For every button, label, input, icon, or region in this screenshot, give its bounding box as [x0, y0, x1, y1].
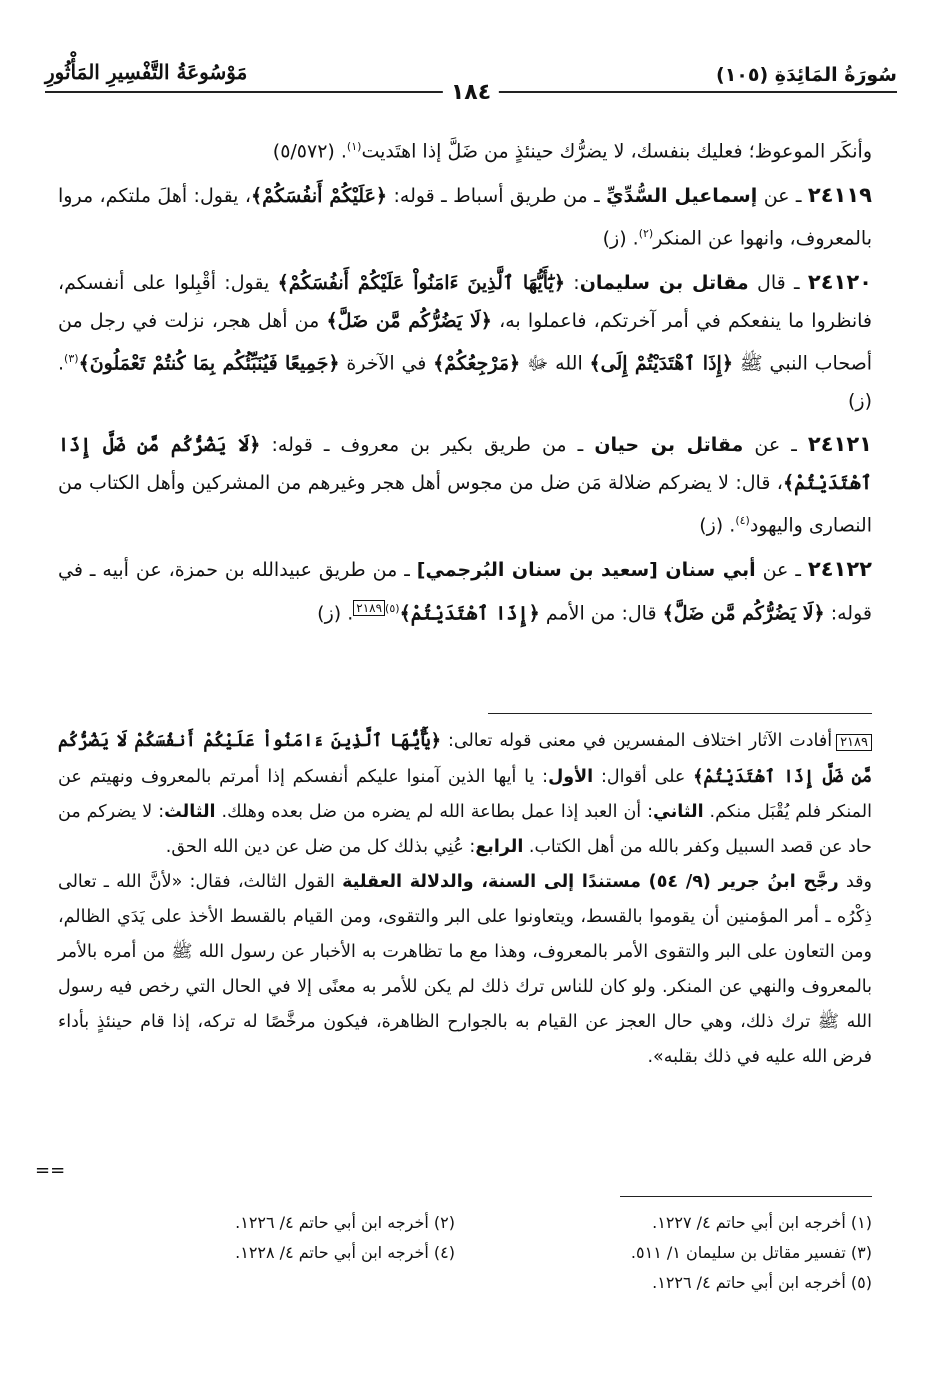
entry-text: قال: من الأمم — [539, 602, 663, 625]
main-text — [58, 128, 872, 639]
entry-text: في الآخرة — [339, 352, 434, 375]
footnote-2: (٢) أخرجه ابن أبي حاتم ٤/ ١٢٢٦. — [235, 1213, 455, 1232]
commentary-text: : عُنِي بذلك كل من ضل عن دين الله الحق. — [165, 837, 476, 857]
footnote-ref: (٢) — [638, 227, 654, 241]
entry-24121 — [58, 426, 872, 545]
footnote-ref: (٤) — [735, 514, 750, 528]
surah-title: سُورَةُ المَائِدَةِ (١٠٥) — [716, 64, 897, 86]
entry-text: ـ عن — [757, 184, 808, 207]
commentary-para-1 — [58, 724, 872, 865]
commentary-text: القول الثالث، فقال: «لأنَّ الله ـ تعالى ذِكْرُه ـ أمر المؤمنين أن يقوموا بالقسط، ويتعاونوا على البر والتقوى، ومن القيام بالقسط الأخذ على يَدَي الظالم، ومن التعاون على البر والتقوى الأمر بالمعروف، وهذا مع ما تظاهرت به الأخبار عن رسول الله ﷺ من أمره بالأمر بالمعروف والنهي عن المنكر. ولو كان للناس ترك ذلك لم يكن للأمر به معنًى إلا في الحال التي رخص فيه رسول الله ﷺ ترك ذلك، وهي حال العجز عن القيام به بالجوارح الظاهرة، فيكون مرخَّصًا له تركه، إذا قام حينئذٍ بأداء فرض الله عليه في ذلك بقلبه». — [58, 872, 872, 1067]
commentary-text: على أقوال: — [593, 767, 694, 787]
commentary-ref-box: ٢١٨٩ — [353, 600, 385, 616]
entry-text: الله ﷻ — [520, 352, 590, 375]
entry-tail: . (٥/٥٧٢) — [272, 140, 347, 163]
entry-text: ـ عن — [743, 434, 808, 457]
commentary-para-2 — [58, 865, 872, 1075]
book-title: مَوْسُوعَةُ التَّفْسِيرِ المَأْثُورِ — [45, 60, 248, 84]
entry-tail: . (ز) — [58, 352, 872, 412]
commentary-text: أفادت الآثار اختلاف المفسرين في معنى قوله تعالى: — [441, 731, 833, 751]
footnotes — [58, 1208, 872, 1298]
commentary — [58, 724, 872, 1075]
narrator-name: إسماعيل السُّدِّيِّ — [606, 184, 758, 207]
entry-text: ـ عن — [755, 559, 808, 582]
entry-24122 — [58, 551, 872, 632]
entry-tail: . (ز) — [699, 514, 736, 537]
quran-quote: ﴿إِذَا ٱهْتَدَيْتُمْ إِلَى﴾ — [589, 352, 733, 375]
commentary-divider — [488, 713, 872, 714]
footnote-ref: (٥) — [385, 601, 400, 615]
commentary-number-box: ٢١٨٩ — [836, 734, 872, 751]
entry-24119 — [58, 177, 872, 258]
quran-quote: ﴿يَٰٓأَيُّهَا ٱلَّذِينَ ءَامَنُواْ عَلَيْكُمْ أَنفُسَكُمْ﴾ — [277, 272, 565, 295]
narrator-name: مقاتل بن سليمان — [579, 272, 749, 295]
entry-text: ـ من طريق أسباط ـ قوله: — [387, 184, 607, 207]
page-header — [45, 58, 897, 105]
entry-tail: . (ز) — [317, 602, 354, 625]
entry-text: ـ من طريق عبيدالله بن حمزة، عن أبيه ـ في قوله: — [58, 559, 872, 625]
narrator-name: أبي سنان [سعيد بن سنان البُرجمي] — [416, 559, 756, 582]
opinion-label: الثاني — [653, 802, 704, 822]
entry-text: يقول: أقْبِلوا على أنفسكم، فانظروا ما ينفعكم في أمر آخرتكم، فاعملوا به، — [58, 272, 872, 332]
quran-quote: ﴿جَمِيعًا فَيُنَبِّئُكُم بِمَا كُنتُمْ تَعْمَلُونَ﴾ — [78, 352, 340, 375]
footnote-divider — [620, 1196, 872, 1197]
entry-text: ، يقول: أهلَ ملتكم، مروا بالمعروف، وانهوا عن المنكر — [58, 184, 872, 250]
commentary-bold-text: رجَّح ابنُ جرير (٩/ ٥٤) مستندًا إلى السنة، والدلالة العقلية — [342, 872, 839, 892]
entry-tail: . (ز) — [602, 227, 639, 250]
footnote-5: (٥) أخرجه ابن أبي حاتم ٤/ ١٢٢٦. — [652, 1273, 872, 1292]
entry-continuation — [58, 128, 872, 171]
quran-quote: ﴿لَا يَضُرُّكُم مَّن ضَلَّ إِذَا ٱهْتَدَيْتُمْ﴾ — [58, 434, 872, 494]
entry-text: ـ من طريق بكير بن معروف ـ قوله: — [260, 434, 595, 457]
commentary-text: وقد — [838, 872, 872, 892]
footnote-4: (٤) أخرجه ابن أبي حاتم ٤/ ١٢٢٨. — [235, 1243, 455, 1262]
entry-24120 — [58, 264, 872, 420]
opinion-label: الرابع — [475, 837, 524, 857]
entry-text: وأنكَر الموعوظ؛ فعليك بنفسك، لا يضرُّك حينئذٍ من ضَلَّ إذا اهتَديت — [361, 140, 872, 163]
quran-quote: ﴿مَرْجِعُكُمْ﴾ — [433, 352, 521, 375]
commentary-text: : يا أيها الذين آمنوا عليكم أنفسكم إذا أمرتم بالمعروف ونهيتم عن المنكر فلم يُقْبَل منكم. — [58, 767, 872, 822]
commentary-text: : أن العبد إذا عمل بطاعة الله لم يضره من ضل بعده وهلك. — [215, 802, 654, 822]
quran-quote: ﴿لَا يَضُرُّكُم مَّن ضَلَّ﴾ — [326, 309, 492, 332]
opinion-label: الثالث — [164, 802, 216, 822]
narrator-name: مقاتل بن حيان — [594, 434, 744, 457]
continuation-mark: == — [35, 1160, 66, 1181]
footnote-3: (٣) تفسير مقاتل بن سليمان ١/ ٥١١. — [630, 1243, 872, 1262]
page-number: ١٨٤ — [443, 80, 499, 105]
quran-quote: ﴿لَا يَضُرُّكُم مَّن ضَلَّ﴾ — [662, 602, 825, 625]
footnote-1: (١) أخرجه ابن أبي حاتم ٤/ ١٢٢٧. — [652, 1213, 872, 1232]
entry-text: ، قال: لا يضركم ضلالة مَن ضل من مجوس أهل هجر وغيرهم من المشركين وأهل الكتاب من النصارى واليهود — [58, 471, 872, 537]
entry-text: من أهل هجر، نزلت في رجل من أصحاب النبي ﷺ — [58, 309, 873, 375]
entry-text: ـ قال — [748, 272, 808, 295]
entry-number: ٢٤١١٩ — [807, 182, 872, 207]
quran-quote: ﴿يَٰٓأَيُّهَا ٱلَّذِينَ ءَامَنُواْ عَلَيْكُمْ أَنفُسَكُمْ لَا يَضُرُّكُم مَّن ضَلَّ إِذَا ٱهْتَدَيْتُمْ﴾ — [58, 731, 872, 787]
footnote-ref: (١) — [346, 140, 362, 153]
opinion-label: الأول — [548, 767, 594, 787]
quran-quote: ﴿إِذَا ٱهْتَدَيْتُمْ﴾ — [399, 602, 540, 625]
entry-number: ٢٤١٢٠ — [807, 270, 872, 295]
entry-text: : — [564, 272, 580, 295]
entry-number: ٢٤١٢١ — [807, 432, 872, 457]
commentary-text: : لا يضركم من حاد عن قصد السبيل وكفر بالله من أهل الكتاب. — [58, 802, 872, 857]
quran-quote: ﴿عَلَيْكُمْ أَنفُسَكُمْ﴾ — [251, 184, 388, 207]
footnote-ref: (٣) — [64, 352, 79, 366]
entry-number: ٢٤١٢٢ — [807, 557, 872, 582]
